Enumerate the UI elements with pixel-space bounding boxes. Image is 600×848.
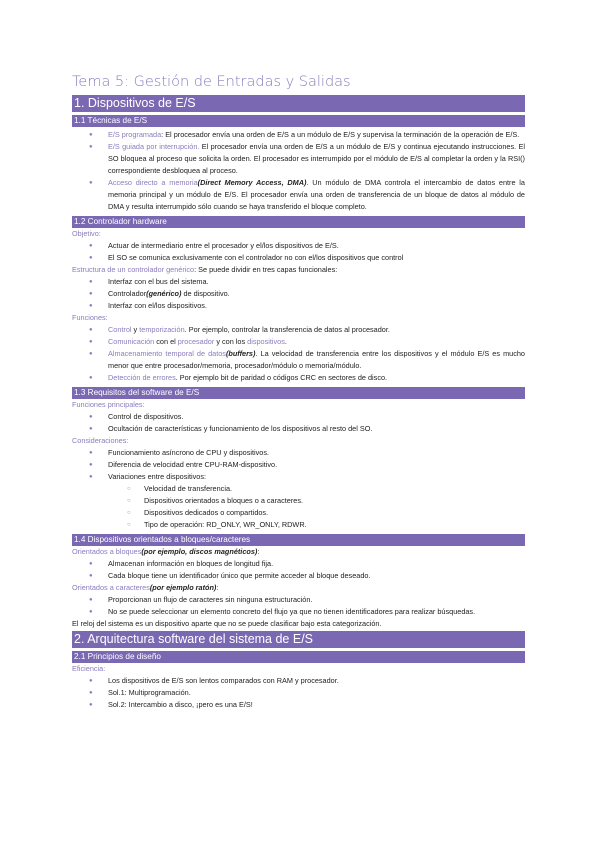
funciones-principales-list [72, 411, 525, 435]
list-item: ● Sol.1: Multiprogramación. [72, 687, 525, 699]
funciones-principales-label: Funciones principales: [72, 400, 145, 409]
list-item: ● Actuar de intermediario entre el procesador y el/los dispositivos de E/S. [72, 240, 525, 252]
estructura-label: Estructura de un controlador genérico: Se puede dividir en tres capas funcionales: [72, 265, 338, 274]
capas-list [72, 276, 525, 312]
list-item: ○ Dispositivos dedicados o compartidos. [72, 507, 525, 519]
list-item: ● Ocultación de características y funcionamiento de los dispositivos al resto del SO. [72, 423, 525, 435]
list-item: ● Proporcionan un flujo de caracteres sin ninguna estructuración. [72, 594, 525, 606]
list-item: ● Funcionamiento asíncrono de CPU y dispositivos. [72, 447, 525, 459]
subsection-heading-1-4: 1.4 Dispositivos orientados a bloques/caracteres [72, 534, 525, 546]
list-item: ● Variaciones entre dispositivos: [72, 471, 525, 483]
bloques-list [72, 558, 525, 582]
list-item: ● El SO se comunica exclusivamente con el controlador no con el/los dispositivos que control [72, 252, 525, 264]
list-item: ○ Dispositivos orientados a bloques o a caracteres. [72, 495, 525, 507]
list-item: ● Almacenamiento temporal de datos(buffers). La velocidad de transferencia entre los dispositivos y el módulo E/S es mucho menor que entre procesador/memoria, procesador/módulo o memoria/módulo. [72, 348, 525, 372]
subsection-heading-2-1: 2.1 Principios de diseño [72, 651, 525, 663]
bloques-label: Orientados a bloques(por ejemplo, discos magnéticos): [72, 547, 260, 556]
list-item: ● Los dispositivos de E/S son lentos comparados con RAM y procesador. [72, 675, 525, 687]
document-content [72, 70, 525, 711]
consideraciones-list [72, 447, 525, 483]
objetivo-list [72, 240, 525, 264]
list-item: ● Interfaz con el bus del sistema. [72, 276, 525, 288]
list-item: ● Interfaz con el/los dispositivos. [72, 300, 525, 312]
list-item: ○ Tipo de operación: RD_ONLY, WR_ONLY, RDWR. [72, 519, 525, 531]
list-item: ● Detección de errores. Por ejemplo bit de paridad o códigos CRC en sectores de disco. [72, 372, 525, 384]
caracteres-list [72, 594, 525, 618]
document-title: Tema 5: Gestión de Entradas y Salidas [72, 74, 351, 90]
section-heading-2: 2. Arquitectura software del sistema de E/S [72, 631, 525, 648]
list-item: ● Control y temporización. Por ejemplo, controlar la transferencia de datos al procesador. [72, 324, 525, 336]
list-item: ● Acceso directo a memoria(Direct Memory Access, DMA). Un módulo de DMA controla el intercambio de datos entre la memoria principal y un módulo de E/S. El procesador envía una orden de transferencia de un bloque de datos al módulo de DMA y resulta interrumpido sólo cuando se haya transferido el bloque completo. [72, 177, 525, 213]
list-item: ○ Velocidad de transferencia. [72, 483, 525, 495]
list-item: ● Cada bloque tiene un identificador único que permite acceder al bloque deseado. [72, 570, 525, 582]
list-item: ● Diferencia de velocidad entre CPU-RAM-dispositivo. [72, 459, 525, 471]
reloj-note: El reloj del sistema es un dispositivo aparte que no se puede clasificar bajo esta categorización. [72, 619, 382, 628]
list-item: ● No se puede seleccionar un elemento concreto del flujo ya que no tienen identificadores para realizar búsquedas. [72, 606, 525, 618]
objetivo-label: Objetivo: [72, 229, 101, 238]
list-item: ● Controlador(genérico) de dispositivo. [72, 288, 525, 300]
list-item: ● E/S programada: El procesador envía una orden de E/S a un módulo de E/S y supervisa la terminación de la operación de E/S. [72, 129, 525, 141]
eficiencia-label: Eficiencia: [72, 664, 106, 673]
list-item: ● Control de dispositivos. [72, 411, 525, 423]
funciones-label: Funciones: [72, 313, 108, 322]
eficiencia-list [72, 675, 525, 711]
list-item: ● E/S guiada por interrupción. El procesador envía una orden de E/S a un módulo de E/S y continua ejecutando instrucciones. El SO bloquea al proceso que solicita la orden. El procesador es interrumpido por el módulo de E/S al completar la orden y la RSI() correspondiente desbloquea al proceso. [72, 141, 525, 177]
list-item: ● Comunicación con el procesador y con los dispositivos. [72, 336, 525, 348]
list-item: ● Almacenan información en bloques de longitud fija. [72, 558, 525, 570]
funciones-list [72, 324, 525, 384]
list-item: ● Sol.2: Intercambio a disco, ¡pero es una E/S! [72, 699, 525, 711]
caracteres-label: Orientados a caracteres(por ejemplo ratón): [72, 583, 219, 592]
io-techniques-list [72, 129, 525, 213]
subsection-heading-1-1: 1.1 Técnicas de E/S [72, 115, 525, 127]
consideraciones-label: Consideraciones: [72, 436, 129, 445]
variaciones-list [72, 483, 525, 531]
subsection-heading-1-3: 1.3 Requisitos del software de E/S [72, 387, 525, 399]
section-heading-1: 1. Dispositivos de E/S [72, 95, 525, 112]
subsection-heading-1-2: 1.2 Controlador hardware [72, 216, 525, 228]
